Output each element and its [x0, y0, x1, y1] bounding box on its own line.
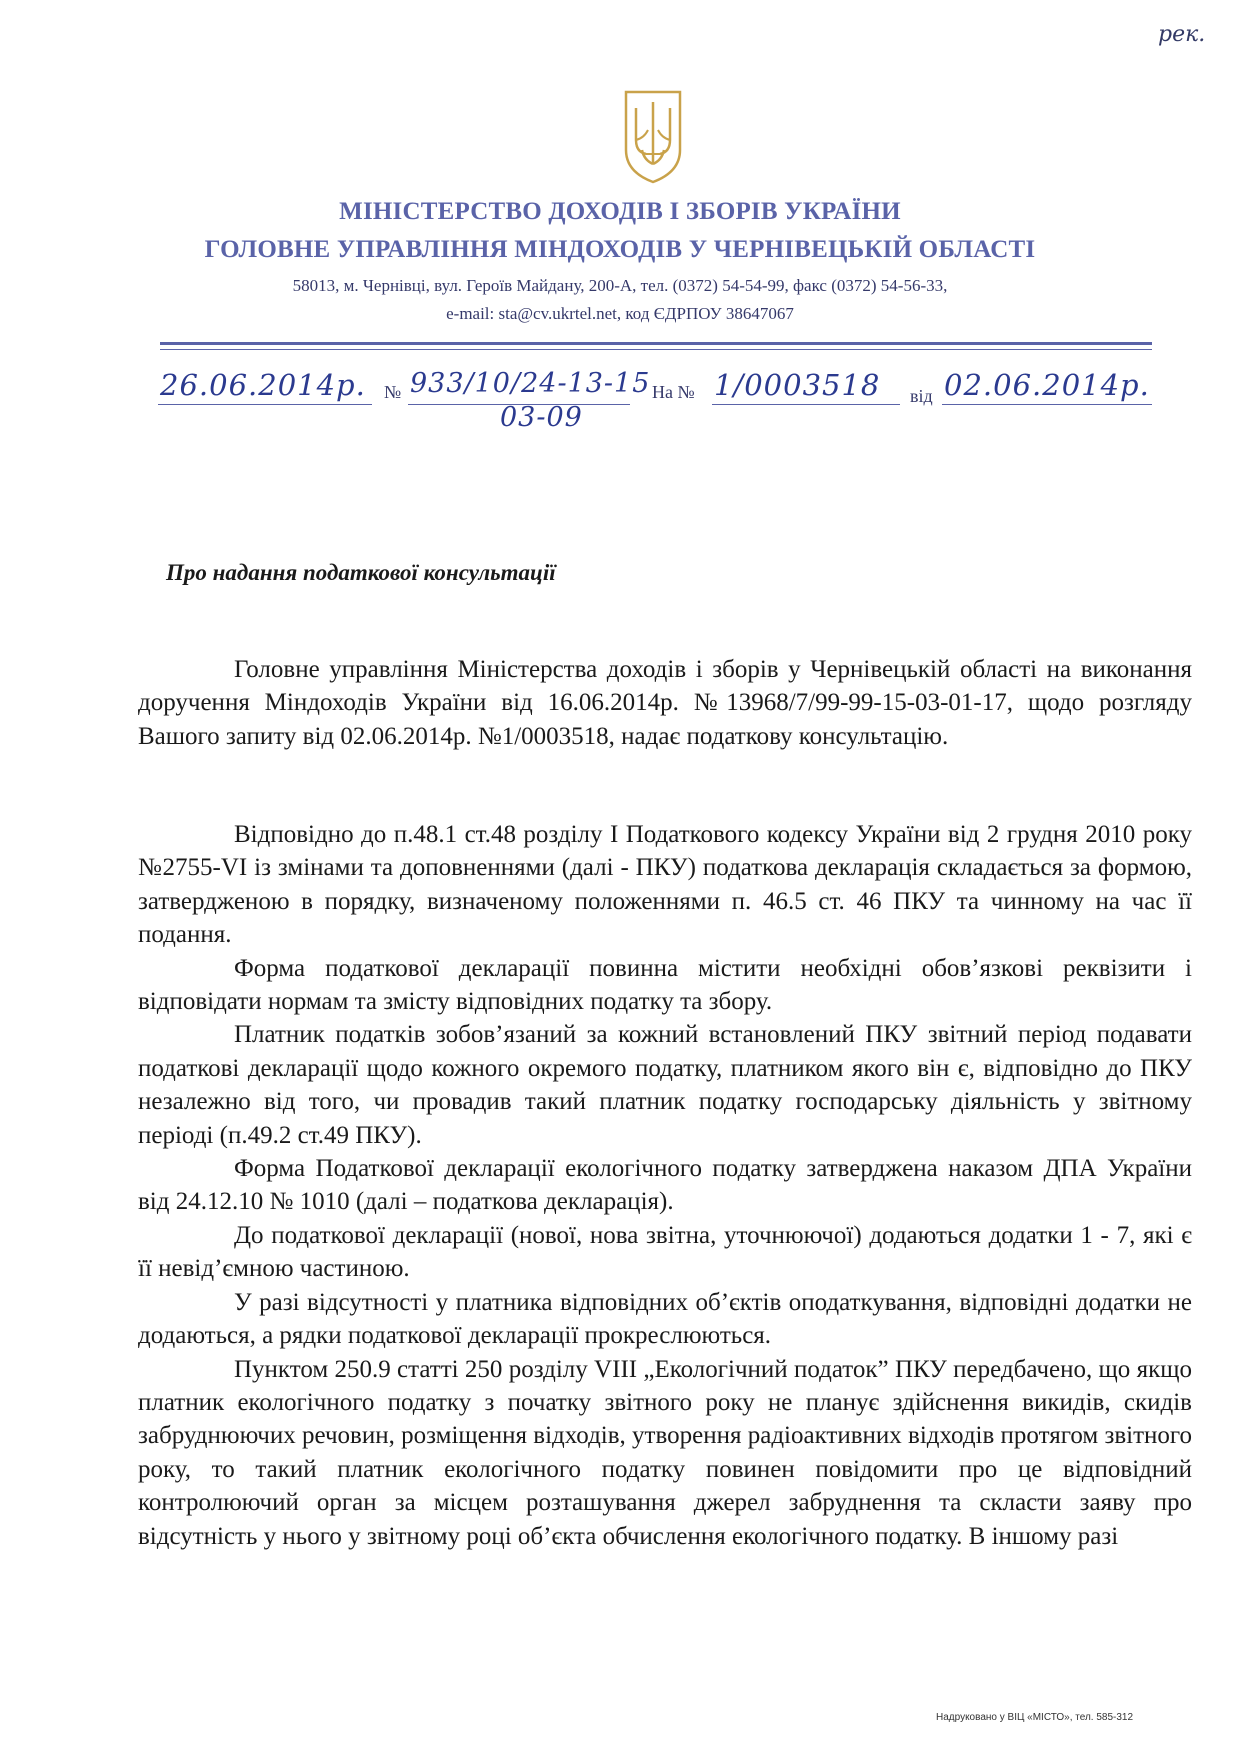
printer-note: Надруковано у ВІЦ «МІСТО», тел. 585-312: [936, 1712, 1134, 1723]
outgoing-number: 933/10/24-13-15: [410, 368, 651, 399]
reply-number: 1/0003518: [714, 368, 881, 402]
paragraph: До податкової декларації (нової, нова звітна, уточнюючої) додаються додатки 1 - 7, які є її невід’ємною частиною.: [138, 1221, 1192, 1283]
paragraph: У разі відсутності у платника відповідних об’єктів оподаткування, відповідні додатки не додаються, а рядки податкової декларації прокреслюються.: [138, 1288, 1192, 1350]
department-address: 58013, м. Чернівці, вул. Героїв Майдану, 200-А, тел. (0372) 54-54-99, факс (0372) 54-56-33,: [292, 276, 948, 295]
trident-emblem-icon: [622, 88, 684, 184]
department-name: ГОЛОВНЕ УПРАВЛІННЯ МІНДОХОДІВ У ЧЕРНІВЕЦЬКІЙ ОБЛАСТІ: [204, 236, 1036, 263]
main-text: [138, 818, 1192, 1553]
paragraph: Головне управління Міністерства доходів і зборів у Чернівецькій області на виконання доручення Міндоходів України від 16.06.2014р. №13968/7/99-99-15-03-01-17, щодо розгляду Вашого запиту від 02.06.2014р. №1/0003518, надає податкову консультацію.: [138, 656, 1192, 750]
reply-label: На №: [652, 382, 695, 402]
corner-handwritten-note: рек.: [1158, 22, 1206, 47]
reply-date-underline: [942, 404, 1152, 405]
outgoing-date: 26.06.2014р.: [160, 368, 366, 402]
ministry-name: МІНІСТЕРСТВО ДОХОДІВ І ЗБОРІВ УКРАЇНИ: [339, 198, 901, 225]
letterhead-divider: [160, 342, 1152, 345]
from-label: від: [910, 386, 933, 406]
paragraph: Платник податків зобов’язаний за кожний встановлений ПКУ звітний період подавати податкові декларації щодо кожного окремого податку, платником якого він є, відповідно до ПКУ незалежно від того, чи провадив такий платник податку господарську діяльність у звітному періоді (п.49.2 ст.49 ПКУ).: [138, 1021, 1192, 1149]
paragraph: Пунктом 250.9 статті 250 розділу VIII „Екологічний податок” ПКУ передбачено, що якщо платник екологічного податку з початку звітного року не планує здійснення викидів, скидів забруднюючих речовин, розміщення відходів, утворення радіоактивних відходів протягом звітного року, то такий платник екологічного податку повинен повідомити про це відповідний контролюючий орган за місцем розташування джерел забруднення та скласти заяву про відсутність у нього у звітному році об’єкта обчислення екологічного податку. В іншому разі: [138, 1355, 1192, 1550]
paragraph: Відповідно до п.48.1 ст.48 розділу І Податкового кодексу України від 2 грудня 2010 року №2755-VI із змінами та доповненнями (далі - ПКУ) податкова декларація складається за формою, затвердженою в порядку, визначеному положеннями п. 46.5 ст. 46 ПКУ та чинному на час її подання.: [138, 821, 1192, 949]
number-label: №: [384, 382, 402, 402]
letterhead-divider-thin: [160, 349, 1152, 350]
reply-date: 02.06.2014р.: [944, 368, 1150, 402]
date-underline: [158, 404, 372, 405]
department-contacts: e-mail: sta@cv.ukrtel.net, код ЄДРПОУ 38647067: [446, 304, 794, 323]
letter-subject: Про надання податкової консультації: [166, 560, 556, 585]
paragraph: Форма податкової декларації повинна містити необхідні обов’язкові реквізити і відповідати нормам та змісту відповідних податку та збору.: [138, 954, 1192, 1016]
reply-number-underline: [712, 404, 900, 405]
paragraph: Форма Податкової декларації екологічного податку затверджена наказом ДПА України від 24.12.10 № 1010 (далі – податкова декларація).: [138, 1155, 1192, 1216]
outgoing-number-line2: 03-09: [500, 402, 583, 433]
intro-text: [138, 653, 1192, 753]
